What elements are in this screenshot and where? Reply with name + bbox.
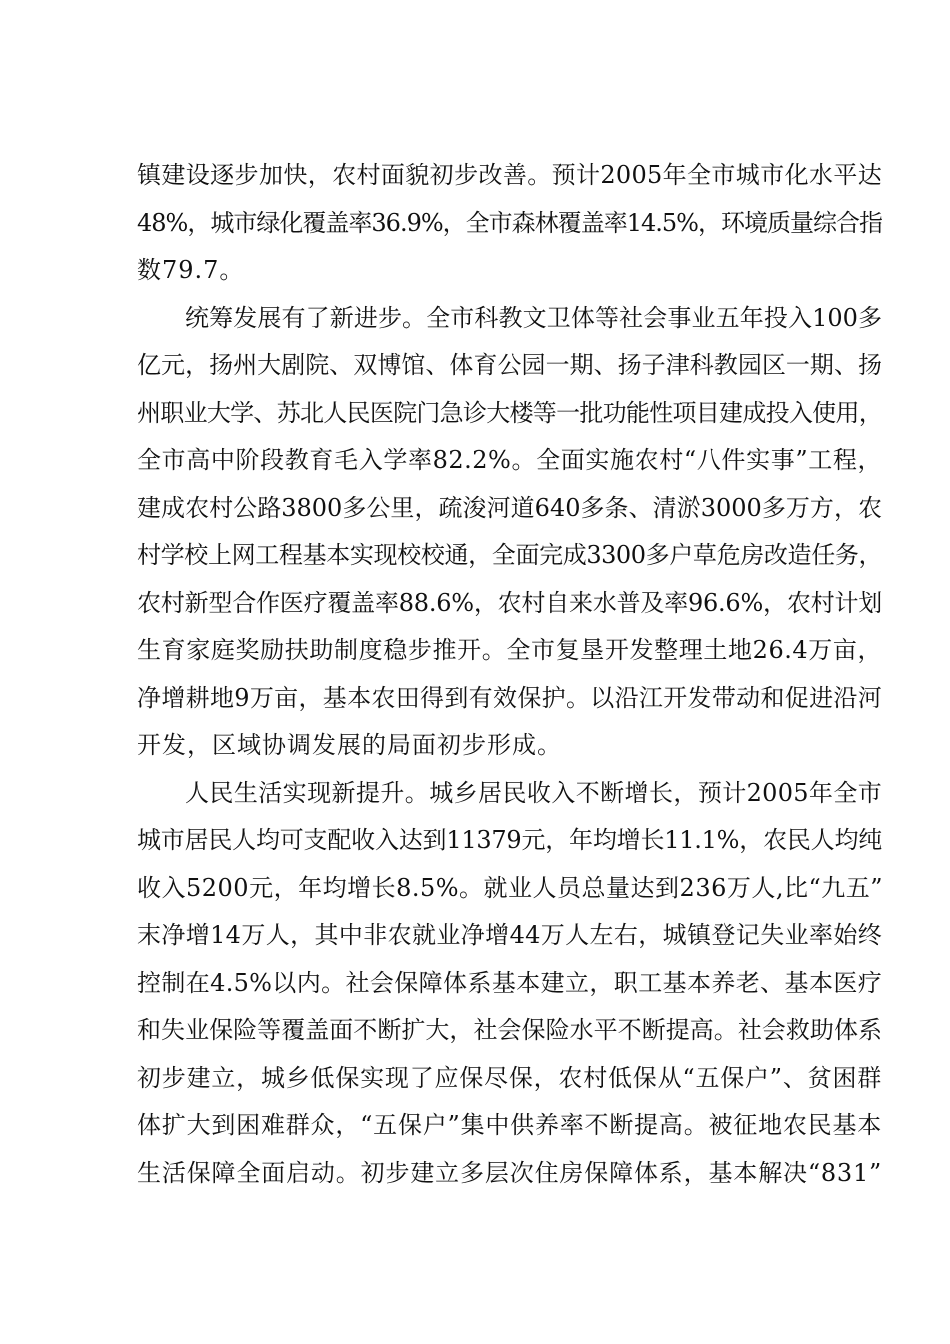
text-line: 城市居民人均可支配收入达到11379元，年均增长11.1%，农民人均纯 [137, 826, 882, 854]
text-line: 净增耕地9万亩，基本农田得到有效保护。以沿江开发带动和促进沿河 [137, 683, 882, 712]
document-body [137, 152, 882, 1197]
text-line: 建成农村公路3800多公里，疏浚河道640多条、清淤3000多万方，农 [137, 493, 882, 522]
text-line: 和失业保险等覆盖面不断扩大，社会保险水平不断提高。社会救助体系 [137, 1016, 882, 1044]
text-line: 州职业大学、苏北人民医院门急诊大楼等一批功能性项目建成投入使用， [137, 398, 882, 427]
text-line: 亿元，扬州大剧院、双博馆、体育公园一期、扬子津科教园区一期、扬 [137, 351, 882, 379]
paragraph-first-line: 统筹发展有了新进步。全市科教文卫体等社会事业五年投入100多 [185, 303, 882, 332]
text-line: 末净增14万人，其中非农就业净增44万人左右，城镇登记失业率始终 [137, 921, 882, 949]
text-line: 全市高中阶段教育毛入学率82.2%。全面实施农村“八件实事”工程， [137, 446, 882, 474]
text-line: 初步建立，城乡低保实现了应保尽保，农村低保从“五保户”、贫困群 [137, 1063, 882, 1092]
text-line: 体扩大到困难群众，“五保户”集中供养率不断提高。被征地农民基本 [137, 1111, 882, 1139]
text-line: 48%，城市绿化覆盖率36.9%，全市森林覆盖率14.5%，环境质量综合指 [137, 208, 882, 237]
text-line: 数79.7。 [137, 256, 245, 284]
text-line: 收入5200元，年均增长8.5%。就业人员总量达到236万人,比“九五” [137, 873, 884, 902]
text-line: 生活保障全面启动。初步建立多层次住房保障体系，基本解决“831” [137, 1158, 882, 1187]
text-line: 镇建设逐步加快，农村面貌初步改善。预计2005年全市城市化水平达 [137, 161, 882, 189]
paragraph-first-line: 人民生活实现新提升。城乡居民收入不断增长，预计2005年全市 [185, 778, 882, 807]
text-line: 开发，区域协调发展的局面初步形成。 [137, 731, 562, 759]
text-line: 控制在4.5%以内。社会保障体系基本建立，职工基本养老、基本医疗 [137, 968, 882, 997]
text-line: 农村新型合作医疗覆盖率88.6%，农村自来水普及率96.6%，农村计划 [137, 588, 882, 617]
text-line: 生育家庭奖励扶助制度稳步推开。全市复垦开发整理土地26.4万亩， [137, 636, 882, 664]
text-line: 村学校上网工程基本实现校校通，全面完成3300多户草危房改造任务， [137, 541, 882, 569]
